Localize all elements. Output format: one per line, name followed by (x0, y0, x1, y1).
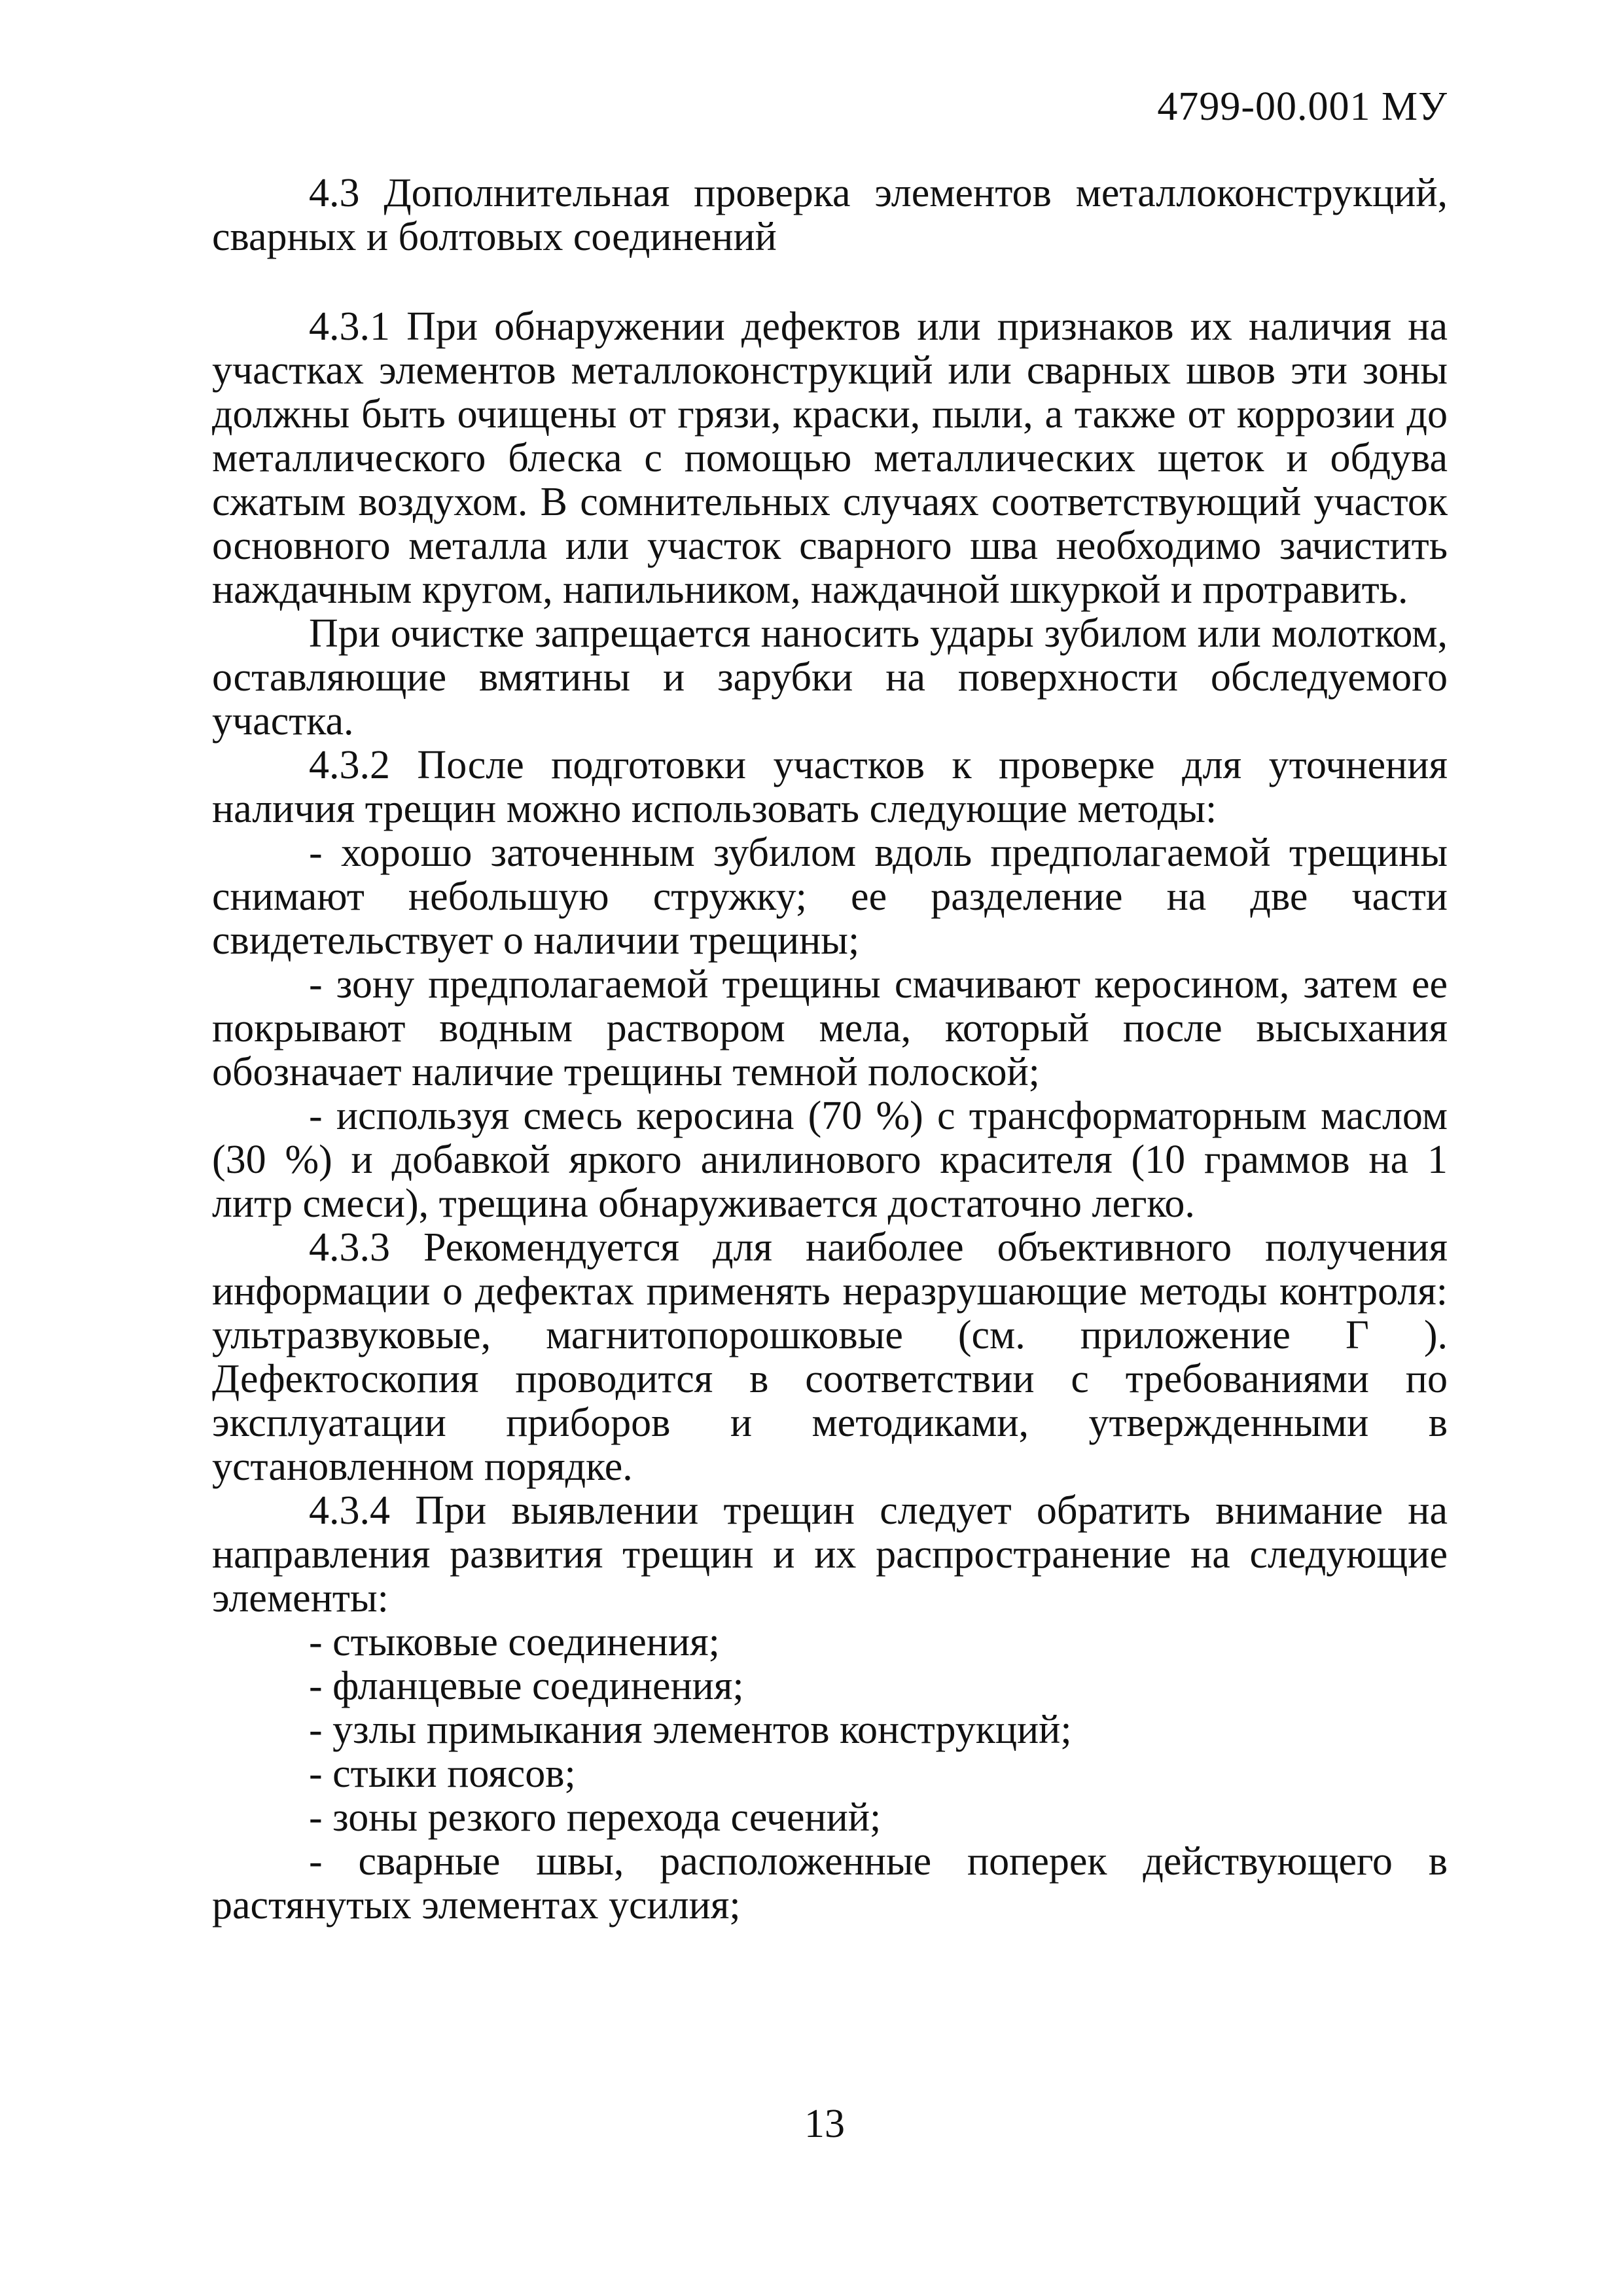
element-list-item: - стыковые соединения; (309, 1620, 720, 1664)
paragraph-4-3-4: 4.3.4 При выявлении трещин следует обратить внимание на направления развития трещин и их распространение на следующие элементы: (212, 1488, 1448, 1621)
section-body (212, 171, 1448, 1928)
paragraph-4-3-1: 4.3.1 При обнаружении дефектов или признаков их наличия на участках элементов металлоконструкций или сварных швов эти зоны должны быть очищены от грязи, краски, пыли, а также от коррозии до металлического блеска с помощью металлических щеток и обдува сжатым воздухом. В сомнительных случаях соответствующий участок основного металла или участок сварного шва необходимо зачистить наждачным кругом, напильником, наждачной шкуркой и протравить. (212, 304, 1448, 612)
element-list-item: - зоны резкого перехода сечений; (309, 1795, 882, 1840)
method-list-item: - зону предполагаемой трещины смачивают керосином, затем ее покрывают водным раствором мела, который после высыхания обозначает наличие трещины темной полоской; (212, 962, 1448, 1094)
document-code: 4799-00.001 МУ (1157, 84, 1448, 129)
element-list-item: - узлы примыкания элементов конструкций; (309, 1708, 1072, 1752)
paragraph-cleaning-restriction: При очистке запрещается наносить удары зубилом или молотком, оставляющие вмятины и зарубки на поверхности обследуемого участка. (212, 611, 1448, 744)
page-number: 13 (804, 2102, 845, 2146)
element-list-item: - сварные швы, расположенные поперек действующего в растянутых элементах усилия; (212, 1839, 1448, 1928)
element-list-item: - стыки поясов; (309, 1751, 576, 1796)
method-list-item: - используя смесь керосина (70 %) с трансформаторным маслом (30 %) и добавкой яркого анилинового красителя (10 граммов на 1 литр смеси), трещина обнаруживается достаточно легко. (212, 1094, 1448, 1226)
paragraph-4-3-2: 4.3.2 После подготовки участков к проверке для уточнения наличия трещин можно использовать следующие методы: (212, 743, 1448, 831)
element-list-item: - фланцевые соединения; (309, 1664, 744, 1708)
paragraph-4-3-3: 4.3.3 Рекомендуется для наиболее объективного получения информации о дефектах применять неразрушающие методы контроля: ультразвуковые, магнитопорошковые (см. приложение Г ). Дефектоскопия проводится в соответствии с требованиями по эксплуатации приборов и методиками, утвержденными в установленном порядке. (212, 1225, 1448, 1489)
method-list-item: - хорошо заточенным зубилом вдоль предполагаемой трещины снимают небольшую стружку; ее разделение на две части свидетельствует о наличии трещины; (212, 831, 1448, 963)
section-heading: 4.3 Дополнительная проверка элементов металлоконструкций, сварных и болтовых соединений (212, 171, 1448, 259)
